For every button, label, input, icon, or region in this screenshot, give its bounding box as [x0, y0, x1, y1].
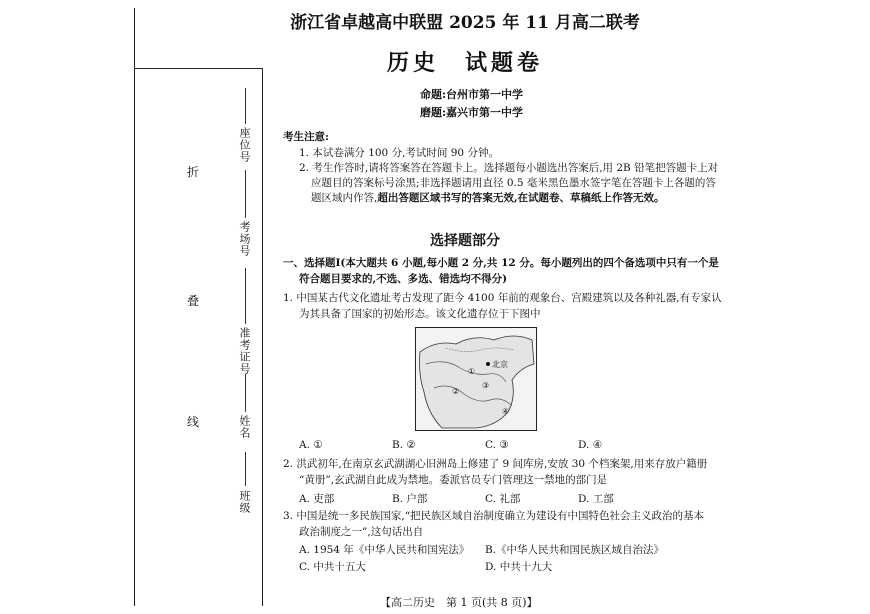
question-2-option-d[interactable]: D. 工部 [578, 493, 614, 505]
question-3-line-1: 3. 中国是统一多民族国家,“把民族区域自治制度确立为建设有中国特色社会主义政治的基本 [283, 510, 705, 522]
section-instruction-2: 符合题目要求的,不选、多选、错选均不得分) [299, 273, 508, 285]
map-landmass [420, 336, 535, 428]
section-instruction-1: 一、选择题Ⅰ(本大题共 6 小题,每小题 2 分,共 12 分。每小题列出的四个备选项中只有一个是 [283, 257, 719, 269]
question-1-option-d[interactable]: D. ④ [578, 439, 603, 451]
notice-line-4-bold: 超出答题区域书写的答案无效,在试题卷、草稿纸上作答无效。 [377, 192, 665, 204]
question-3-option-d[interactable]: D. 中共十九大 [485, 561, 553, 573]
seat-number-line[interactable] [245, 88, 246, 124]
name-line[interactable] [245, 374, 246, 412]
notice-line-4-plain: 题区域内作答, [311, 192, 378, 204]
binding-border-right [262, 68, 263, 606]
question-2-line-1: 2. 洪武初年,在南京玄武湖湖心旧洲岛上修建了 9 间库房,安放 30 个档案架,用来存放户籍册 [283, 458, 708, 470]
notice-line-3: 应题目的答案标号涂黑;非选择题请用直径 0.5 毫米黑色墨水签字笔在答题卡上各题的答 [311, 177, 716, 189]
page-footer: 【高二历史 第 1 页(共 8 页)】 [380, 596, 538, 609]
question-2-line-2: “黄册”,玄武湖自此成为禁地。委派官员专门管理这一禁地的部门是 [299, 474, 608, 486]
notice-line-2: 2. 考生作答时,请将答案答在答题卡上。选择题每小题选出答案后,用 2B 铅笔把答题卡上对 [299, 162, 719, 174]
class-line[interactable] [245, 452, 246, 486]
question-3-option-c[interactable]: C. 中共十五大 [299, 561, 366, 573]
question-3-option-a[interactable]: A. 1954 年《中华人民共和国宪法》 [299, 544, 470, 556]
binding-border-top [134, 68, 262, 69]
exam-title: 浙江省卓越高中联盟 2025 年 11 月高二联考 [290, 13, 640, 33]
map-marker-2: ② [452, 387, 460, 396]
name-label: 姓名 [238, 415, 251, 439]
admission-number-label: 准考证号 [238, 327, 251, 375]
question-1-option-b[interactable]: B. ② [392, 439, 416, 451]
map-marker-1: ① [468, 367, 476, 376]
class-label: 班级 [238, 490, 251, 514]
question-1-line-1: 1. 中国某古代文化遗址考古发现了距今 4100 年前的观象台、宫殿建筑以及各种礼器,有专家认 [283, 292, 722, 304]
notice-line-4 [311, 191, 665, 206]
admission-number-line[interactable] [245, 268, 246, 324]
binding-border-left [134, 8, 135, 606]
question-2-option-a[interactable]: A. 吏部 [299, 493, 335, 505]
exam-room-label: 考场号 [238, 221, 251, 257]
exam-room-line[interactable] [245, 170, 246, 218]
notice-heading: 考生注意: [283, 131, 329, 143]
map-marker-3: ③ [482, 381, 490, 390]
question-1-option-a[interactable]: A. ① [299, 439, 323, 451]
china-map-svg [416, 328, 536, 430]
question-3-option-b[interactable]: B.《中华人民共和国民族区域自治法》 [485, 544, 665, 556]
fold-mark-3: 线 [187, 415, 200, 429]
seat-number-label: 座位号 [238, 127, 251, 163]
subject-title: 历史 试题卷 [386, 50, 543, 76]
author-line: 命题:台州市第一中学 [420, 88, 524, 101]
fold-mark-1: 折 [187, 165, 200, 179]
notice-line-1: 1. 本试卷满分 100 分,考试时间 90 分钟。 [299, 147, 499, 159]
section-title: 选择题部分 [430, 233, 500, 249]
fold-mark-2: 叠 [187, 294, 200, 308]
question-2-option-b[interactable]: B. 户部 [392, 493, 428, 505]
map-marker-4: ④ [502, 407, 510, 416]
question-1-map [415, 327, 537, 431]
question-3-line-2: 政治制度之一”,这句话出自 [299, 526, 424, 538]
beijing-marker [486, 362, 490, 366]
map-city-label: 北京 [492, 360, 508, 369]
question-1-line-2: 为其具备了国家的初始形态。该文化遗存位于下图中 [299, 308, 541, 320]
question-1-option-c[interactable]: C. ③ [485, 439, 509, 451]
question-2-option-c[interactable]: C. 礼部 [485, 493, 521, 505]
reviewer-line: 磨题:嘉兴市第一中学 [420, 106, 524, 119]
